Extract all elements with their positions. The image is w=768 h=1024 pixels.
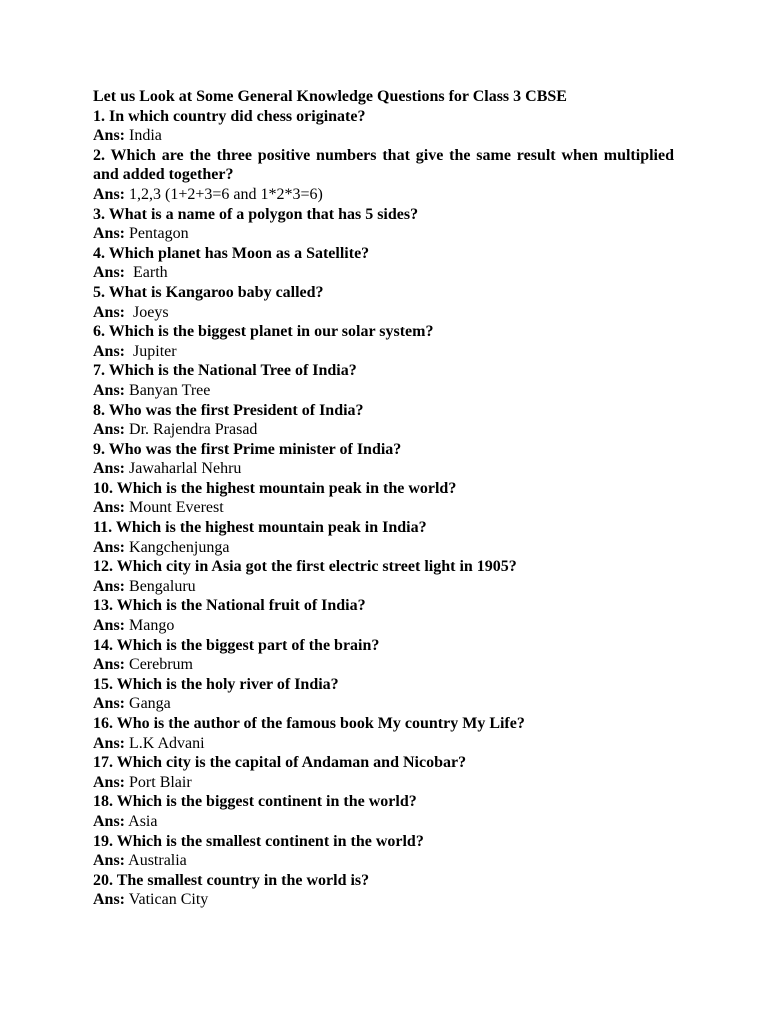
question-9: 9. Who was the first Prime minister of India? [93,440,402,458]
answer-11 [93,538,674,558]
answer-text: India [125,127,162,145]
answer-10 [93,498,674,518]
answer-12 [93,577,674,597]
question-7: 7. Which is the National Tree of India? [93,362,357,380]
answer-text: Kangchenjunga [125,538,230,556]
question-10: 10. Which is the highest mountain peak in the world? [93,479,457,497]
answer-label: Ans: [93,617,126,635]
answer-text: Ganga [125,695,171,713]
question-4: 4. Which planet has Moon as a Satellite? [93,244,370,262]
answer-text: Cerebrum [125,656,193,674]
answer-label: Ans: [93,421,126,439]
answer-label: Ans: [93,342,126,360]
question-13: 13. Which is the National fruit of India? [93,597,366,615]
answer-label: Ans: [93,303,126,321]
answer-text: Jupiter [125,342,177,360]
answer-label: Ans: [93,225,126,243]
question-11: 11. Which is the highest mountain peak in India? [93,519,427,537]
answer-text: Mount Everest [125,499,224,517]
qa-list [93,107,674,910]
question-20: 20. The smallest country in the world is? [93,871,370,889]
answer-text: Joeys [125,303,169,321]
answer-label: Ans: [93,127,126,145]
answer-text: Bengaluru [125,577,196,595]
answer-label: Ans: [93,264,126,282]
answer-15 [93,694,674,714]
answer-20 [93,890,674,910]
question-19: 19. Which is the smallest continent in the world? [93,832,424,850]
answer-label: Ans: [93,695,126,713]
answer-text: Australia [125,852,187,870]
answer-label: Ans: [93,538,126,556]
answer-3 [93,224,674,244]
answer-17 [93,773,674,793]
answer-9 [93,459,674,479]
question-2: 2. Which are the three positive numbers that give the same result when multiplied and added together? [93,146,674,184]
document-title: Let us Look at Some General Knowledge Questions for Class 3 CBSE [93,88,567,105]
answer-label: Ans: [93,577,126,595]
answer-label: Ans: [93,656,126,674]
answer-5 [93,303,674,323]
question-14: 14. Which is the biggest part of the brain? [93,636,380,654]
answer-text: Pentagon [125,225,189,243]
answer-1 [93,126,674,146]
question-16: 16. Who is the author of the famous book My country My Life? [93,715,525,732]
answer-8 [93,420,674,440]
answer-label: Ans: [93,734,126,752]
answer-label: Ans: [93,852,126,870]
question-15: 15. Which is the holy river of India? [93,675,339,693]
question-1: 1. In which country did chess originate? [93,107,366,125]
answer-label: Ans: [93,185,126,203]
answer-19 [93,851,674,871]
question-12: 12. Which city in Asia got the first electric street light in 1905? [93,558,517,576]
answer-label: Ans: [93,812,126,830]
answer-14 [93,655,674,675]
answer-label: Ans: [93,891,126,909]
answer-label: Ans: [93,381,126,399]
question-17: 17. Which city is the capital of Andaman and Nicobar? [93,754,467,772]
question-5: 5. What is Kangaroo baby called? [93,283,324,301]
answer-text: Dr. Rajendra Prasad [125,421,258,439]
answer-text: Asia [125,812,158,830]
answer-13 [93,616,674,636]
answer-label: Ans: [93,773,126,791]
document-page [93,87,674,910]
answer-label: Ans: [93,499,126,517]
answer-text: Jawaharlal Nehru [125,460,242,478]
question-3: 3. What is a name of a polygon that has 5 sides? [93,205,419,223]
answer-2 [93,185,674,205]
answer-6 [93,342,674,362]
answer-label: Ans: [93,460,126,478]
answer-text: Mango [125,617,175,635]
answer-text: Port Blair [125,773,192,791]
answer-18 [93,812,674,832]
answer-text: 1,2,3 (1+2+3=6 and 1*2*3=6) [125,185,323,203]
answer-text: Vatican City [125,891,209,909]
question-18: 18. Which is the biggest continent in the world? [93,793,417,811]
answer-text: Earth [125,264,168,282]
answer-4 [93,263,674,283]
question-8: 8. Who was the first President of India? [93,401,364,419]
answer-7 [93,381,674,401]
question-6: 6. Which is the biggest planet in our solar system? [93,323,434,341]
answer-text: Banyan Tree [125,381,211,399]
answer-16 [93,734,674,754]
answer-text: L.K Advani [125,734,205,752]
